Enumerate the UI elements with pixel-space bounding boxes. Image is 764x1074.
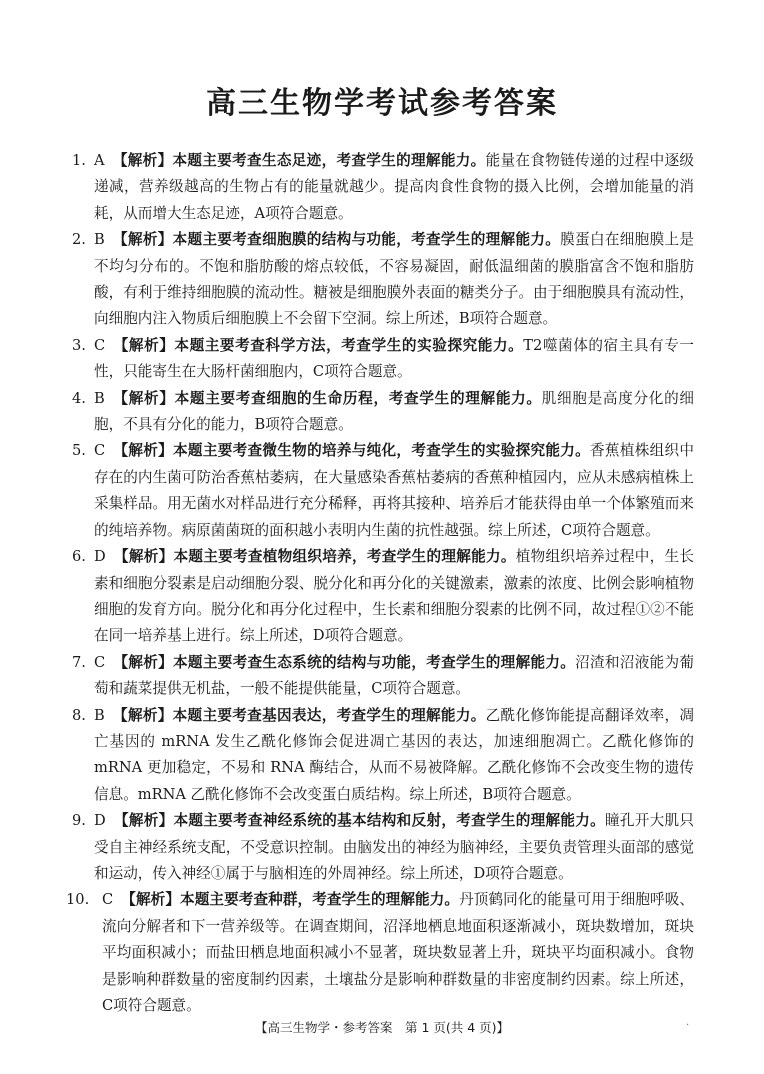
item-analysis-lead: 【解析】本题主要考查细胞膜的结构与功能，考查学生的理解能力。 [112, 231, 561, 249]
item-answer: C [94, 336, 106, 354]
item-analysis-body: 丹顶鹤同化的能量可用于细胞呼吸、流向分解者和下一营养级等。在调查期间，沼泽地栖息地面积逐渐减小，斑块数增加，斑块平均面积减小；而盐田栖息地面积减小不显著，斑块数显著上升，斑块平均面积减小。食物是影响种群数量的密度制约因素，土壤盐分是影响种群数量的非密度制约因素。综上所述，C项符合题意。 [102, 891, 694, 1014]
answer-item [72, 386, 694, 439]
item-number: 2. [72, 231, 86, 249]
footer-mark: · [686, 1020, 690, 1031]
item-answer: C [94, 653, 106, 671]
item-analysis-body: 沼渣和沼液能为葡萄和蔬菜提供无机盐，一般不能提供能量，C项符合题意。 [94, 653, 694, 698]
answer-item [72, 438, 694, 544]
item-answer: A [94, 152, 105, 169]
item-analysis-body: T2噬菌体的宿主具有专一性，只能寄生在大肠杆菌细胞内，C项符合题意。 [94, 336, 694, 381]
item-number: 3. [72, 336, 86, 354]
item-number: 1. [72, 152, 86, 169]
answer-item [66, 887, 694, 1019]
item-analysis-body: 膜蛋白在细胞膜上是不均匀分布的。不饱和脂肪酸的熔点较低，不容易凝固，耐低温细菌的膜脂富含不饱和脂肪酸，有利于维持细胞膜的流动性。糖被是细胞膜外表面的糖类分子。由于细胞膜具有流动性，向细胞内注入物质后细胞膜上不会留下空洞。综上所述，B项符合题意。 [94, 231, 694, 328]
item-analysis-lead: 【解析】本题主要考查微生物的培养与纯化，考查学生的实验探究能力。 [113, 442, 591, 460]
answer-item [72, 808, 694, 887]
item-answer: B [94, 706, 105, 724]
item-analysis-lead: 【解析】本题主要考查生态足迹，考查学生的理解能力。 [112, 152, 486, 169]
answer-item [72, 148, 694, 227]
answer-item [72, 703, 694, 809]
item-analysis-lead: 【解析】本题主要考查生态系统的结构与功能，考查学生的理解能力。 [113, 653, 576, 671]
item-number: 9. [72, 812, 86, 830]
item-analysis-body: 能量在食物链传递的过程中逐级递减，营养级越高的生物占有的能量就越少。提高肉食性食物的摄入比例，会增加能量的消耗，从而增大生态足迹，A项符合题意。 [94, 152, 694, 222]
item-analysis-lead: 【解析】本题主要考查神经系统的基本结构和反射，考查学生的理解能力。 [113, 812, 605, 830]
answer-list [66, 148, 694, 1019]
answer-item [72, 333, 694, 386]
answer-item [72, 650, 694, 703]
item-analysis-body: 香蕉植株组织中存在的内生菌可防治香蕉枯萎病，在大量感染香蕉枯萎病的香蕉种植园内，应从未感病植株上采集样品。用无菌水对样品进行充分稀释，再将其接种、培养后才能获得由单一个体繁殖而来的纯培养物。病原菌菌斑的面积越小表明内生菌的抗性越强。综上所述，C项符合题意。 [94, 442, 694, 539]
item-answer: C [94, 442, 106, 460]
item-analysis-lead: 【解析】本题主要考查种群，考查学生的理解能力。 [121, 891, 460, 909]
item-answer: B [94, 231, 105, 249]
answer-item [72, 544, 694, 650]
item-analysis-lead: 【解析】本题主要考查科学方法，考查学生的实验探究能力。 [113, 336, 524, 354]
item-number: 10. [66, 891, 90, 909]
page-title: 高三生物学考试参考答案 [206, 86, 558, 121]
answer-item [72, 227, 694, 333]
item-number: 7. [72, 653, 86, 671]
item-analysis-body: 瞳孔开大肌只受自主神经系统支配，不受意识控制。由脑发出的神经为脑神经，主要负责管理头面部的感觉和运动，传入神经①属于与脑相连的外周神经。综上所述，D项符合题意。 [94, 812, 694, 882]
item-answer: B [94, 389, 105, 407]
item-number: 6. [72, 548, 86, 566]
item-analysis-lead: 【解析】本题主要考查基因表达，考查学生的理解能力。 [112, 706, 486, 724]
item-number: 4. [72, 389, 86, 407]
item-number: 5. [72, 442, 86, 460]
item-answer: D [94, 548, 106, 566]
item-number: 8. [72, 706, 86, 724]
item-analysis-body: 植物组织培养过程中，生长素和细胞分裂素是启动细胞分裂、脱分化和再分化的关键激素，激素的浓度、比例会影响植物细胞的发育方向。脱分化和再分化过程中，生长素和细胞分裂素的比例不同，故过程①②不能在同一培养基上进行。综上所述，D项符合题意。 [94, 548, 694, 645]
item-answer: D [94, 812, 106, 830]
item-analysis-body: 乙酰化修饰能提高翻译效率，凋亡基因的 mRNA 发生乙酰化修饰会促进凋亡基因的表达，加速细胞凋亡。乙酰化修饰的 mRNA 更加稳定，不易和 RNA 酶结合，从而不易被降解。乙酰化修饰不会改变生物的遗传信息。mRNA 乙酰化修饰不会改变蛋白质结构。综上所述，B项符合题意。 [94, 706, 694, 803]
item-answer: C [102, 891, 114, 909]
item-analysis-lead: 【解析】本题主要考查植物组织培养，考查学生的理解能力。 [113, 548, 516, 566]
item-analysis-body: 肌细胞是高度分化的细胞，不具有分化的能力，B项符合题意。 [94, 389, 694, 434]
item-analysis-lead: 【解析】本题主要考查细胞的生命历程，考查学生的理解能力。 [112, 389, 542, 407]
page-footer: 【高三生物学・参考答案 第 1 页(共 4 页)】 [254, 1020, 510, 1035]
